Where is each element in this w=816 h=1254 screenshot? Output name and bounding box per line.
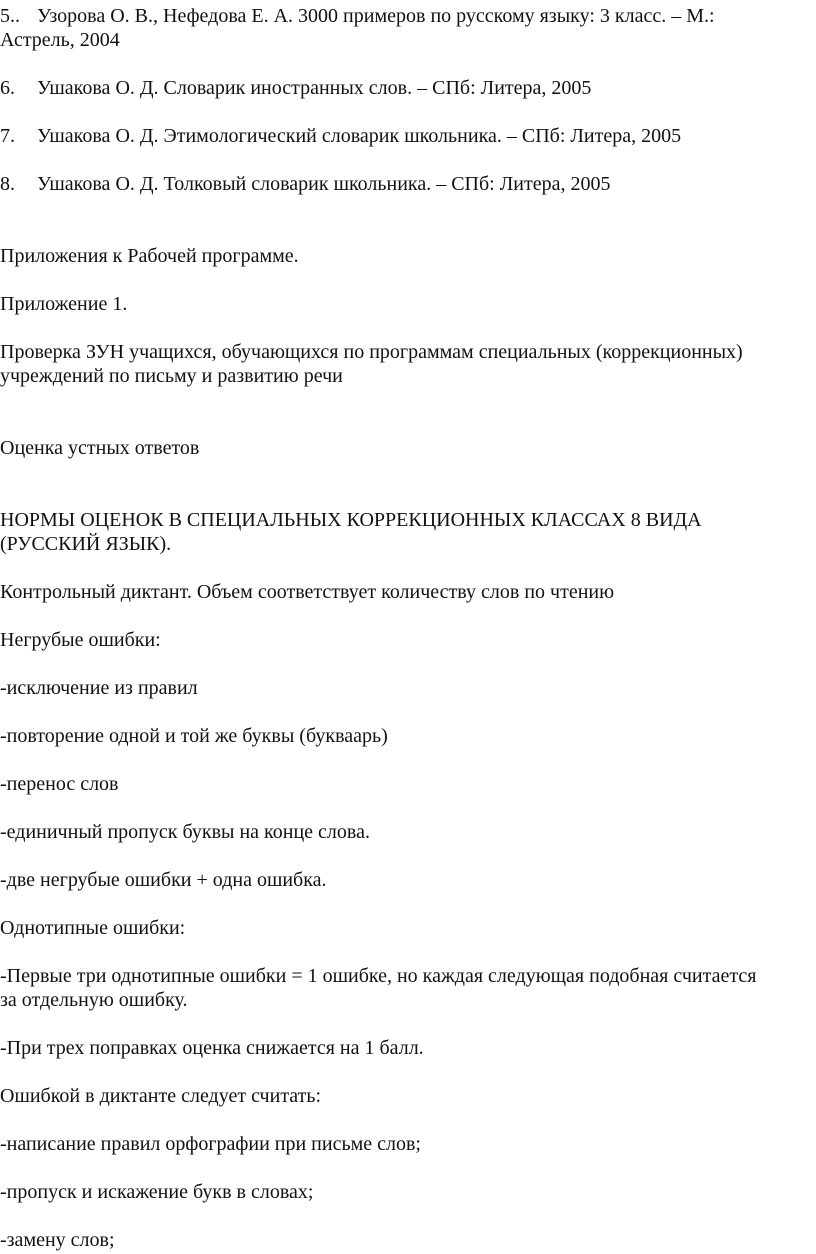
reference-number: 7.: [0, 125, 15, 147]
appendices-heading: Приложения к Рабочей программе.: [0, 245, 299, 267]
oral-answers-heading: Оценка устных ответов: [0, 437, 200, 459]
reference-text: Ушакова О. Д. Этимологический словарик школьника. – СПб: Литера, 2005: [37, 125, 682, 147]
dictation-error-item: -написание правил орфографии при письме слов;: [0, 1133, 421, 1155]
reference-number: 6.: [0, 77, 15, 99]
minor-error-item: -единичный пропуск буквы на конце слова.: [0, 821, 370, 843]
reference-item-5-continuation: Астрель, 2004: [0, 29, 120, 51]
reference-text: Узорова О. В., Нефедова Е. А. 3000 примеров по русскому языку: 3 класс. – М.:: [37, 5, 715, 27]
norms-heading-line-1: НОРМЫ ОЦЕНОК В СПЕЦИАЛЬНЫХ КОРРЕКЦИОННЫХ КЛАССАХ 8 ВИДА: [0, 509, 702, 531]
dictation-errors-heading: Ошибкой в диктанте следует считать:: [0, 1085, 322, 1107]
minor-error-item: -повторение одной и той же буквы (букваарь): [0, 725, 388, 747]
appendix-1-label: Приложение 1.: [0, 293, 128, 315]
minor-error-item: -перенос слов: [0, 773, 119, 795]
minor-errors-heading: Негрубые ошибки:: [0, 629, 161, 651]
reference-text: Ушакова О. Д. Словарик иностранных слов. – СПб: Литера, 2005: [37, 77, 592, 99]
dictation-error-item: -пропуск и искажение букв в словах;: [0, 1181, 314, 1203]
reference-number: 5..: [0, 5, 20, 27]
reference-item-8: [0, 172, 611, 196]
zun-check-title-line-2: учреждений по письму и развитию речи: [0, 365, 343, 387]
dictation-error-item: -замену слов;: [0, 1229, 115, 1251]
same-type-rule-line-2: за отдельную ошибку.: [0, 989, 188, 1011]
reference-text: Ушакова О. Д. Толковый словарик школьника. – СПб: Литера, 2005: [37, 173, 611, 195]
corrections-rule: -При трех поправках оценка снижается на 1 балл.: [0, 1037, 424, 1059]
dictation-paragraph: Контрольный диктант. Объем соответствует количеству слов по чтению: [0, 581, 615, 603]
same-type-rule-line-1: -Первые три однотипные ошибки = 1 ошибке, но каждая следующая подобная считается: [0, 965, 757, 987]
reference-number: 8.: [0, 173, 15, 195]
reference-item-6: [0, 76, 591, 100]
reference-item-7: [0, 124, 681, 148]
minor-error-item: -исключение из правил: [0, 677, 198, 699]
reference-item-5: [0, 4, 715, 28]
minor-error-item: -две негрубые ошибки + одна ошибка.: [0, 869, 327, 891]
zun-check-title-line-1: Проверка ЗУН учащихся, обучающихся по программам специальных (коррекционных): [0, 341, 743, 363]
norms-heading-line-2: (РУССКИЙ ЯЗЫК).: [0, 533, 172, 555]
same-type-errors-heading: Однотипные ошибки:: [0, 917, 186, 939]
